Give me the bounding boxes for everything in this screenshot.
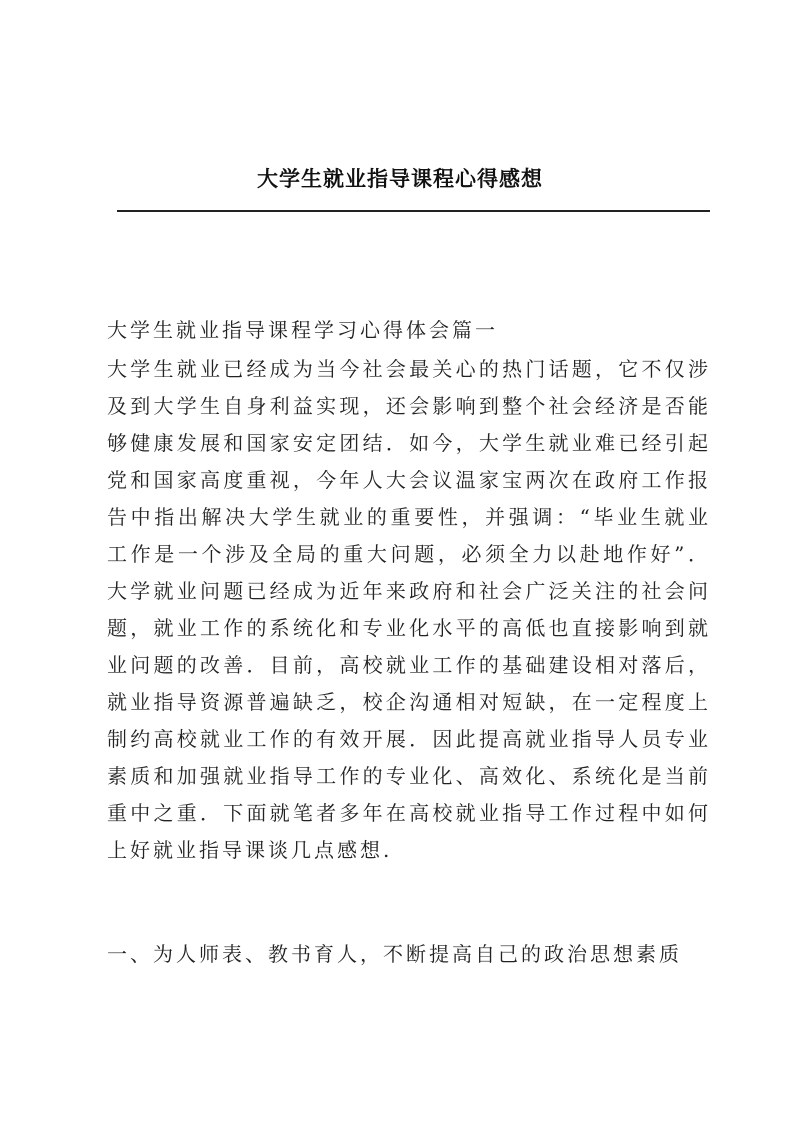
subsection-heading: 一、为人师表、教书育人，不断提高自己的政治思想素质 — [107, 942, 682, 966]
page-title: 大学生就业指导课程心得感想 — [257, 167, 543, 191]
body-paragraph: 大学生就业已经成为当今社会最关心的热门话题，它不仅涉及到大学生自身利益实现，还会影响到整个社会经济是否能够健康发展和国家安定团结．如今，大学生就业难已经引起党和国家高度重视，今年人大会议温家宝两次在政府工作报告中指出解决大学生就业的重要性，并强调：“毕业生就业工作是一个涉及全局的重大问题，必须全力以赴地作好”．大学就业问题已经成为近年来政府和社会广泛关注的社会问题，就业工作的系统化和专业化水平的高低也直接影响到就业问题的改善．目前，高校就业工作的基础建设相对落后，就业指导资源普遍缺乏，校企沟通相对短缺，在一定程度上制约高校就业工作的有效开展．因此提高就业指导人员专业素质和加强就业指导工作的专业化、高效化、系统化是当前重中之重．下面就笔者多年在高校就业指导工作过程中如何上好就业指导课谈几点感想. — [107, 357, 711, 862]
section-heading: 大学生就业指导课程学习心得体会篇一 — [107, 318, 498, 342]
title-underline — [117, 210, 710, 212]
